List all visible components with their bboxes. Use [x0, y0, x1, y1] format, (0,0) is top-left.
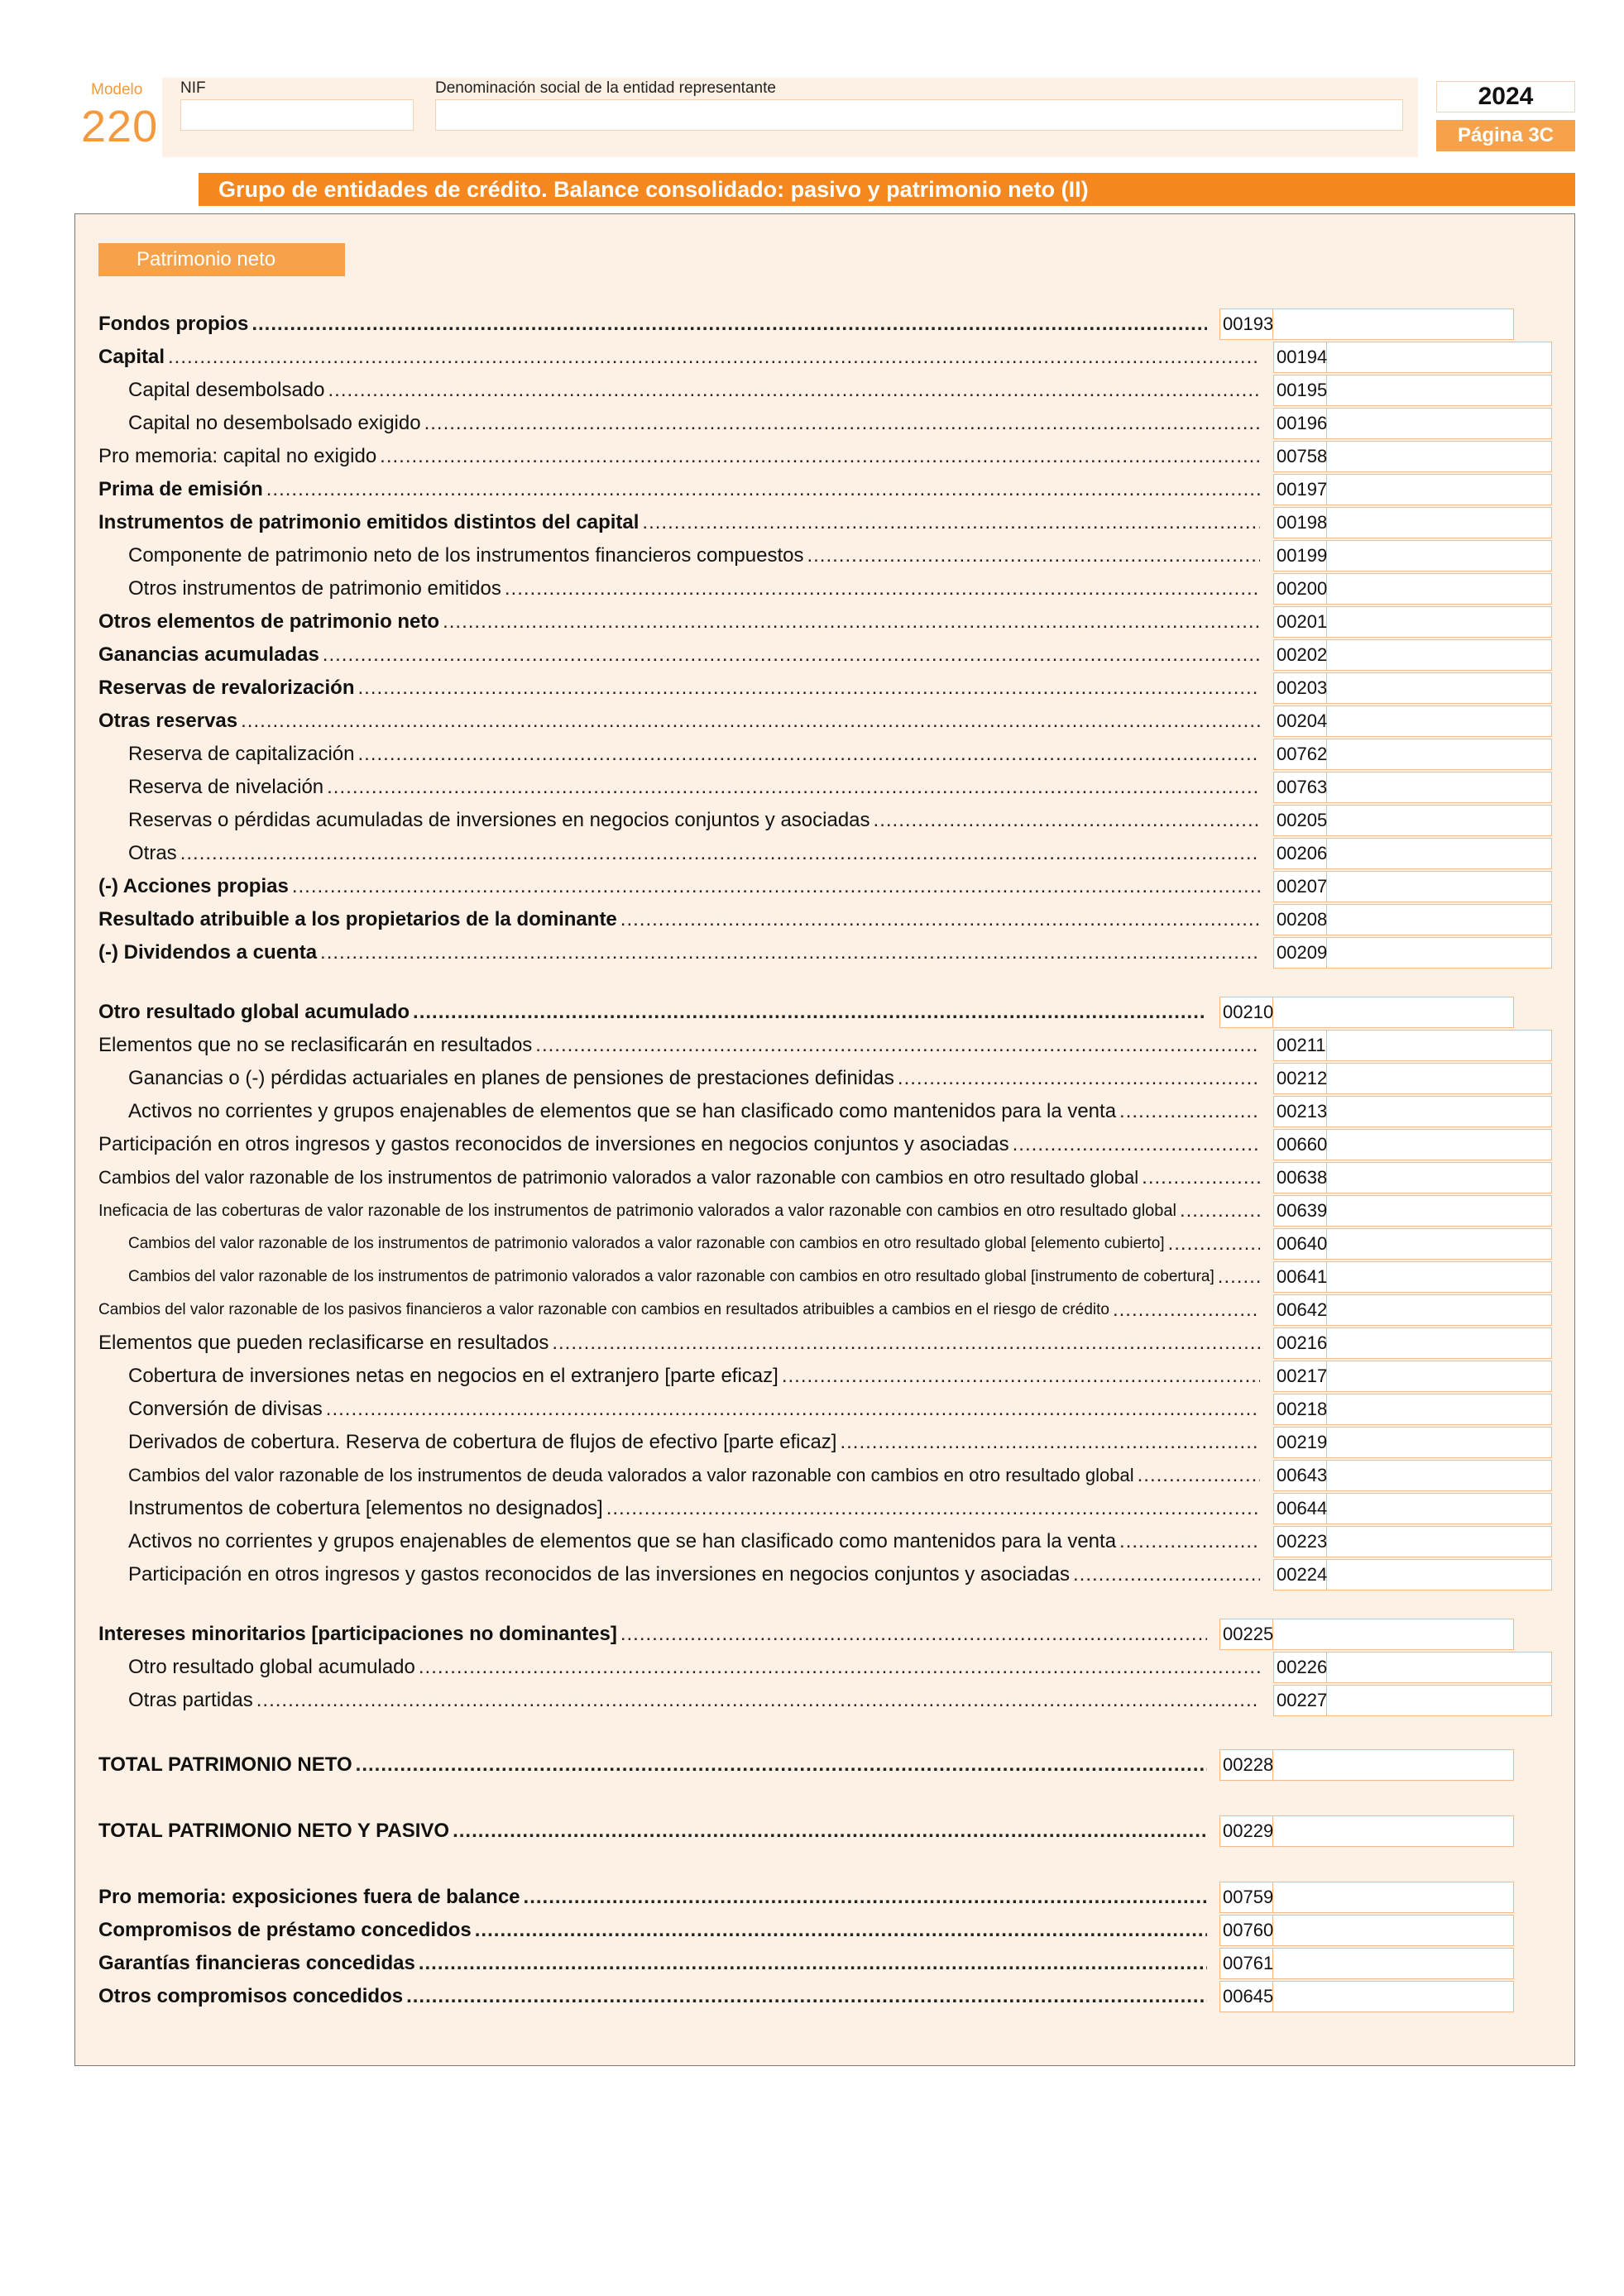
field-00200[interactable]	[1273, 573, 1552, 605]
row-dividendos-cuenta	[98, 937, 1260, 969]
row-otras	[98, 838, 1260, 869]
field-00210[interactable]	[1219, 997, 1514, 1028]
row-label: Componente de patrimonio neto de los instrumentos financieros compuestos	[128, 544, 804, 567]
field-00645[interactable]	[1219, 1981, 1514, 2012]
field-code: 00762	[1274, 739, 1327, 769]
field-00225[interactable]	[1219, 1619, 1514, 1650]
field-00763[interactable]	[1273, 772, 1552, 803]
field-code: 00760	[1220, 1916, 1273, 1945]
denominacion-label: Denominación social de la entidad representante	[435, 79, 776, 97]
modelo-number: 220	[81, 102, 159, 151]
field-00195[interactable]	[1273, 375, 1552, 406]
row-label: Otras reservas	[98, 710, 238, 732]
field-code: 00643	[1274, 1461, 1327, 1490]
field-code: 00200	[1274, 574, 1327, 604]
modelo-label: Modelo	[91, 81, 143, 98]
row-label: Capital	[98, 346, 165, 368]
field-code: 00206	[1274, 839, 1327, 868]
page-badge: Página 3C	[1436, 120, 1575, 151]
field-00641[interactable]	[1273, 1261, 1552, 1293]
field-code: 00213	[1274, 1097, 1327, 1126]
field-code: 00208	[1274, 905, 1327, 935]
row-label: Cobertura de inversiones netas en negocios en el extranjero [parte eficaz]	[128, 1365, 778, 1387]
row-capital-no-desembolsado	[98, 408, 1260, 439]
field-00218[interactable]	[1273, 1394, 1552, 1425]
row-reserva-nivelacion	[98, 772, 1260, 803]
field-code: 00645	[1220, 1982, 1273, 2011]
row-label: Intereses minoritarios [participaciones no dominantes]	[98, 1623, 617, 1645]
field-code: 00638	[1274, 1163, 1327, 1193]
field-00761[interactable]	[1219, 1948, 1514, 1979]
row-label: Reservas de revalorización	[98, 677, 355, 699]
row-intereses-minoritarios	[98, 1619, 1207, 1650]
field-code: 00216	[1274, 1328, 1327, 1358]
field-code: 00198	[1274, 508, 1327, 538]
row-prima-emision	[98, 474, 1260, 505]
row-label: Instrumentos de cobertura [elementos no designados]	[128, 1497, 603, 1519]
row-cambios-valor-razonable-patrimonio	[98, 1162, 1260, 1193]
field-code: 00199	[1274, 541, 1327, 571]
field-code: 00211	[1274, 1031, 1327, 1060]
field-00203[interactable]	[1273, 672, 1552, 704]
row-label: Activos no corrientes y grupos enajenables de elementos que se han clasificado como mantenidos para la venta	[128, 1530, 1117, 1552]
row-label: Derivados de cobertura. Reserva de cobertura de flujos de efectivo [parte eficaz]	[128, 1431, 837, 1453]
field-00640[interactable]	[1273, 1228, 1552, 1260]
row-pro-memoria-exposiciones	[98, 1882, 1207, 1913]
row-participacion-otros-ingresos	[98, 1129, 1260, 1160]
row-label: Otros instrumentos de patrimonio emitidos	[128, 577, 501, 600]
row-label: Participación en otros ingresos y gastos reconocidos de las inversiones en negocios conjuntos y asociadas	[128, 1563, 1070, 1586]
row-label: Instrumentos de patrimonio emitidos distintos del capital	[98, 511, 640, 533]
field-00638[interactable]	[1273, 1162, 1552, 1193]
field-00204[interactable]	[1273, 706, 1552, 737]
row-label: Garantías financieras concedidas	[98, 1952, 415, 1974]
field-code: 00195	[1274, 375, 1327, 405]
field-00762[interactable]	[1273, 739, 1552, 770]
field-00197[interactable]	[1273, 474, 1552, 505]
field-code: 00196	[1274, 409, 1327, 438]
field-00206[interactable]	[1273, 838, 1552, 869]
row-label: Resultado atribuible a los propietarios de la dominante	[98, 908, 617, 930]
row-label: Ganancias acumuladas	[98, 643, 319, 666]
row-label: Activos no corrientes y grupos enajenables de elementos que se han clasificado como mantenidos para la venta	[128, 1100, 1117, 1122]
field-00212[interactable]	[1273, 1063, 1552, 1094]
row-label: Elementos que pueden reclasificarse en resultados	[98, 1332, 549, 1354]
field-00229[interactable]	[1219, 1815, 1514, 1847]
row-componente-patrimonio	[98, 540, 1260, 572]
field-code: 00226	[1274, 1653, 1327, 1682]
row-label: Conversión de divisas	[128, 1398, 323, 1420]
field-00194[interactable]	[1273, 342, 1552, 373]
row-cambios-pasivos-financieros	[98, 1294, 1260, 1326]
row-cambios-elemento-cubierto	[98, 1228, 1260, 1260]
field-00227[interactable]	[1273, 1685, 1552, 1716]
field-00224[interactable]	[1273, 1559, 1552, 1590]
row-label: Otras	[128, 842, 177, 864]
field-code: 00644	[1274, 1494, 1327, 1523]
field-code: 00201	[1274, 607, 1327, 637]
row-label: Otros compromisos concedidos	[98, 1985, 404, 2007]
field-00201[interactable]	[1273, 606, 1552, 638]
row-elementos-no-reclasificaran	[98, 1030, 1260, 1061]
row-activos-no-corrientes-2	[98, 1526, 1260, 1557]
field-code: 00225	[1220, 1619, 1273, 1649]
row-reserva-capitalizacion	[98, 739, 1260, 770]
row-label: Cambios del valor razonable de los instrumentos de deuda valorados a valor razonable con cambios en otro resultado global	[128, 1465, 1134, 1485]
field-code: 00204	[1274, 706, 1327, 736]
field-code: 00212	[1274, 1064, 1327, 1093]
field-00199[interactable]	[1273, 540, 1552, 572]
field-00213[interactable]	[1273, 1096, 1552, 1127]
field-code: 00202	[1274, 640, 1327, 670]
section-title: Grupo de entidades de crédito. Balance consolidado: pasivo y patrimonio neto (II)	[199, 173, 1575, 206]
row-label: Otros elementos de patrimonio neto	[98, 610, 440, 633]
row-ganancias-acumuladas	[98, 639, 1260, 671]
field-code: 00219	[1274, 1428, 1327, 1457]
row-fondos-propios	[98, 309, 1207, 340]
row-label: Capital desembolsado	[128, 379, 325, 401]
field-00196[interactable]	[1273, 408, 1552, 439]
row-label: Participación en otros ingresos y gastos reconocidos de inversiones en negocios conjuntos y asociadas	[98, 1133, 1009, 1155]
row-label: Capital no desembolsado exigido	[128, 412, 421, 434]
row-label: Ganancias o (-) pérdidas actuariales en planes de pensiones de prestaciones definidas	[128, 1067, 894, 1089]
row-otras-partidas	[98, 1685, 1260, 1716]
field-code: 00642	[1274, 1295, 1327, 1325]
row-otro-resultado-global-minoritarios	[98, 1652, 1260, 1683]
field-code: 00758	[1274, 442, 1327, 471]
field-00660[interactable]	[1273, 1129, 1552, 1160]
row-otros-elementos	[98, 606, 1260, 638]
field-00198[interactable]	[1273, 507, 1552, 538]
row-ineficacia-coberturas	[98, 1195, 1260, 1227]
field-00217[interactable]	[1273, 1361, 1552, 1392]
row-otras-reservas	[98, 706, 1260, 737]
field-00205[interactable]	[1273, 805, 1552, 836]
field-00642[interactable]	[1273, 1294, 1552, 1326]
row-label: Ineficacia de las coberturas de valor razonable de los instrumentos de patrimonio valorados a valor razonable con cambios en otro resultado global	[98, 1201, 1176, 1220]
row-capital-desembolsado	[98, 375, 1260, 406]
field-00209[interactable]	[1273, 937, 1552, 969]
row-total-patrimonio-neto-pasivo	[98, 1815, 1207, 1847]
field-code: 00197	[1274, 475, 1327, 505]
row-acciones-propias	[98, 871, 1260, 902]
field-code: 00223	[1274, 1527, 1327, 1557]
field-code: 00640	[1274, 1229, 1327, 1259]
field-code: 00205	[1274, 806, 1327, 835]
denominacion-input[interactable]	[435, 99, 1403, 131]
field-00758[interactable]	[1273, 441, 1552, 472]
field-00207[interactable]	[1273, 871, 1552, 902]
row-label: Cambios del valor razonable de los pasivos financieros a valor razonable con cambios en resultados atribuibles a cambios en el riesgo de crédito	[98, 1301, 1109, 1318]
field-00208[interactable]	[1273, 904, 1552, 935]
field-00226[interactable]	[1273, 1652, 1552, 1683]
row-otro-resultado-global	[98, 997, 1207, 1028]
field-code: 00224	[1274, 1560, 1327, 1590]
row-activos-no-corrientes-1	[98, 1096, 1260, 1127]
field-code: 00641	[1274, 1262, 1327, 1292]
row-derivados-cobertura	[98, 1427, 1260, 1458]
row-label: (-) Dividendos a cuenta	[98, 941, 318, 964]
row-label: Prima de emisión	[98, 478, 263, 500]
row-capital	[98, 342, 1260, 373]
field-code: 00207	[1274, 872, 1327, 902]
field-00193[interactable]	[1219, 309, 1514, 340]
row-label: Pro memoria: exposiciones fuera de balance	[98, 1886, 520, 1908]
row-elementos-reclasificarse	[98, 1327, 1260, 1359]
row-cambios-instrumento-cobertura	[98, 1261, 1260, 1293]
row-resultado-atribuible	[98, 904, 1260, 935]
subsection-tag: Patrimonio neto	[98, 243, 345, 276]
row-pro-memoria-capital	[98, 441, 1260, 472]
field-code: 00763	[1274, 773, 1327, 802]
row-cobertura-inversiones-netas	[98, 1361, 1260, 1392]
row-participacion-otros-ingresos-2	[98, 1559, 1260, 1590]
field-code: 00759	[1220, 1882, 1273, 1912]
row-instrumentos-cobertura-no-designados	[98, 1493, 1260, 1524]
row-label: Cambios del valor razonable de los instrumentos de patrimonio valorados a valor razonable con cambios en otro resultado global [elemento cubierto]	[128, 1235, 1165, 1252]
field-code: 00193	[1220, 309, 1273, 339]
field-00202[interactable]	[1273, 639, 1552, 671]
row-label: Reservas o pérdidas acumuladas de inversiones en negocios conjuntos y asociadas	[128, 809, 870, 831]
field-00223[interactable]	[1273, 1526, 1552, 1557]
field-code: 00218	[1274, 1394, 1327, 1424]
row-label: Cambios del valor razonable de los instrumentos de patrimonio valorados a valor razonable con cambios en otro resultado global [instrumento de cobertura]	[128, 1268, 1214, 1285]
field-code: 00227	[1274, 1686, 1327, 1715]
row-garantias-financieras	[98, 1948, 1207, 1979]
field-code: 00194	[1274, 342, 1327, 372]
field-00216[interactable]	[1273, 1327, 1552, 1359]
field-code: 00228	[1220, 1750, 1273, 1780]
field-00219[interactable]	[1273, 1427, 1552, 1458]
row-instrumentos-patrimonio	[98, 507, 1260, 538]
field-code: 00217	[1274, 1361, 1327, 1391]
row-reservas-negocios-conjuntos	[98, 805, 1260, 836]
field-code: 00203	[1274, 673, 1327, 703]
row-compromisos-prestamo	[98, 1915, 1207, 1946]
row-label: Otras partidas	[128, 1689, 253, 1711]
row-label: Compromisos de préstamo concedidos	[98, 1919, 472, 1941]
row-label: Reserva de nivelación	[128, 776, 324, 798]
row-label: Otro resultado global acumulado	[128, 1656, 415, 1678]
field-code: 00660	[1274, 1130, 1327, 1160]
nif-label: NIF	[180, 79, 206, 97]
field-code: 00209	[1274, 938, 1327, 968]
row-cambios-instrumentos-deuda	[98, 1460, 1260, 1491]
field-00639[interactable]	[1273, 1195, 1552, 1227]
row-label: Elementos que no se reclasificarán en resultados	[98, 1034, 533, 1056]
row-label: TOTAL PATRIMONIO NETO Y PASIVO	[98, 1820, 450, 1842]
row-otros-instrumentos	[98, 573, 1260, 605]
field-code: 00229	[1220, 1816, 1273, 1846]
row-label: Pro memoria: capital no exigido	[98, 445, 377, 467]
field-00228[interactable]	[1219, 1749, 1514, 1781]
year-box: 2024	[1436, 81, 1575, 112]
field-00760[interactable]	[1219, 1915, 1514, 1946]
field-code: 00210	[1220, 997, 1273, 1027]
row-otros-compromisos	[98, 1981, 1207, 2012]
field-00759[interactable]	[1219, 1882, 1514, 1913]
row-label: Otro resultado global acumulado	[98, 1001, 410, 1023]
row-label: Reserva de capitalización	[128, 743, 355, 765]
row-total-patrimonio-neto	[98, 1749, 1207, 1781]
field-00643[interactable]	[1273, 1460, 1552, 1491]
row-ganancias-actuariales	[98, 1063, 1260, 1094]
row-label: (-) Acciones propias	[98, 875, 289, 897]
row-label: Cambios del valor razonable de los instrumentos de patrimonio valorados a valor razonable con cambios en otro resultado global	[98, 1167, 1139, 1188]
field-00644[interactable]	[1273, 1493, 1552, 1524]
field-00211[interactable]	[1273, 1030, 1552, 1061]
row-label: Fondos propios	[98, 313, 249, 335]
nif-input[interactable]	[180, 99, 414, 131]
field-code: 00761	[1220, 1949, 1273, 1978]
row-conversion-divisas	[98, 1394, 1260, 1425]
row-reservas-revalorizacion	[98, 672, 1260, 704]
row-label: TOTAL PATRIMONIO NETO	[98, 1753, 352, 1776]
field-code: 00639	[1274, 1196, 1327, 1226]
